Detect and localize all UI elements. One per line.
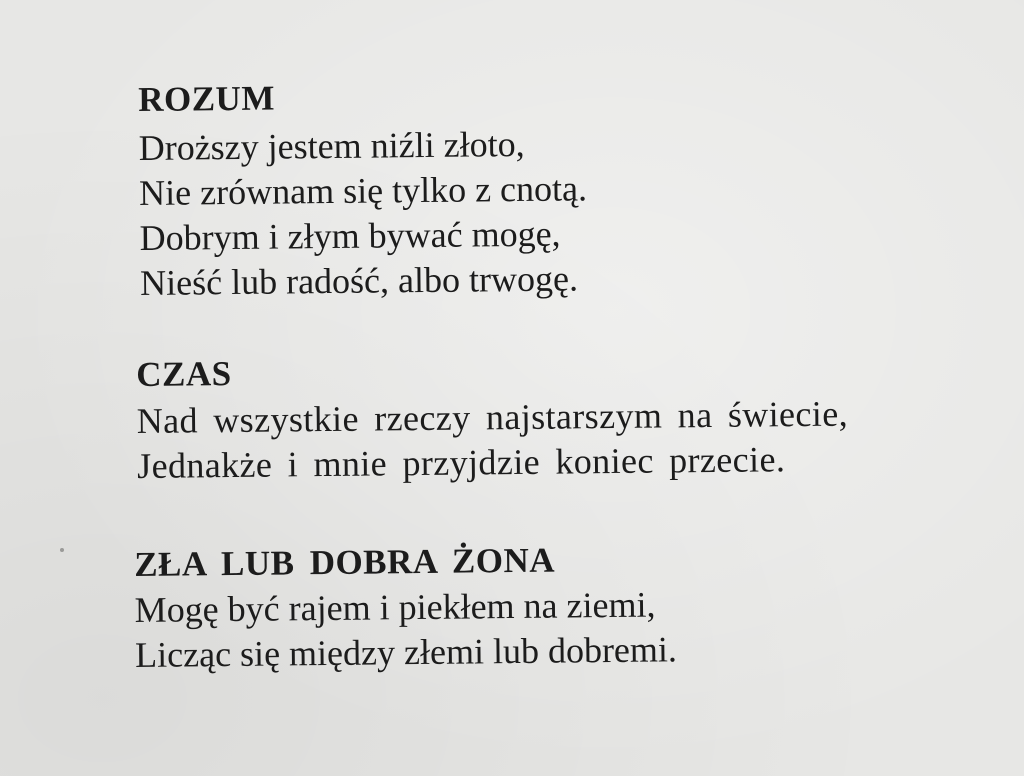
poem-title: CZAS [136,354,232,394]
verse-line: Licząc się między złemi lub dobremi. [134,629,678,675]
verse-line: Nieść lub radość, albo trwogę. [139,258,579,303]
verse-line: Nad wszystkie rzeczy najstarszym na świecie, [136,393,849,441]
verse-line: Mogę być rajem i piekłem na ziemi, [134,584,656,630]
verse-line: Jednakże i mnie przyjdzie koniec przecie. [136,439,786,486]
poem-czas [136,346,997,489]
verse-line: Droższy jestem niźli złoto, [138,123,525,168]
poem-zla-lub-dobra-zona [134,536,995,678]
paper-speck [60,548,64,552]
poem-title: ROZUM [138,78,276,119]
verse-line: Dobrym i złym bywać mogę, [139,213,561,258]
poem-rozum [138,71,1000,306]
verse-line: Nie zrównam się tylko z cnotą. [138,168,588,213]
poem-title: ZŁA LUB DOBRA ŻONA [134,540,556,584]
